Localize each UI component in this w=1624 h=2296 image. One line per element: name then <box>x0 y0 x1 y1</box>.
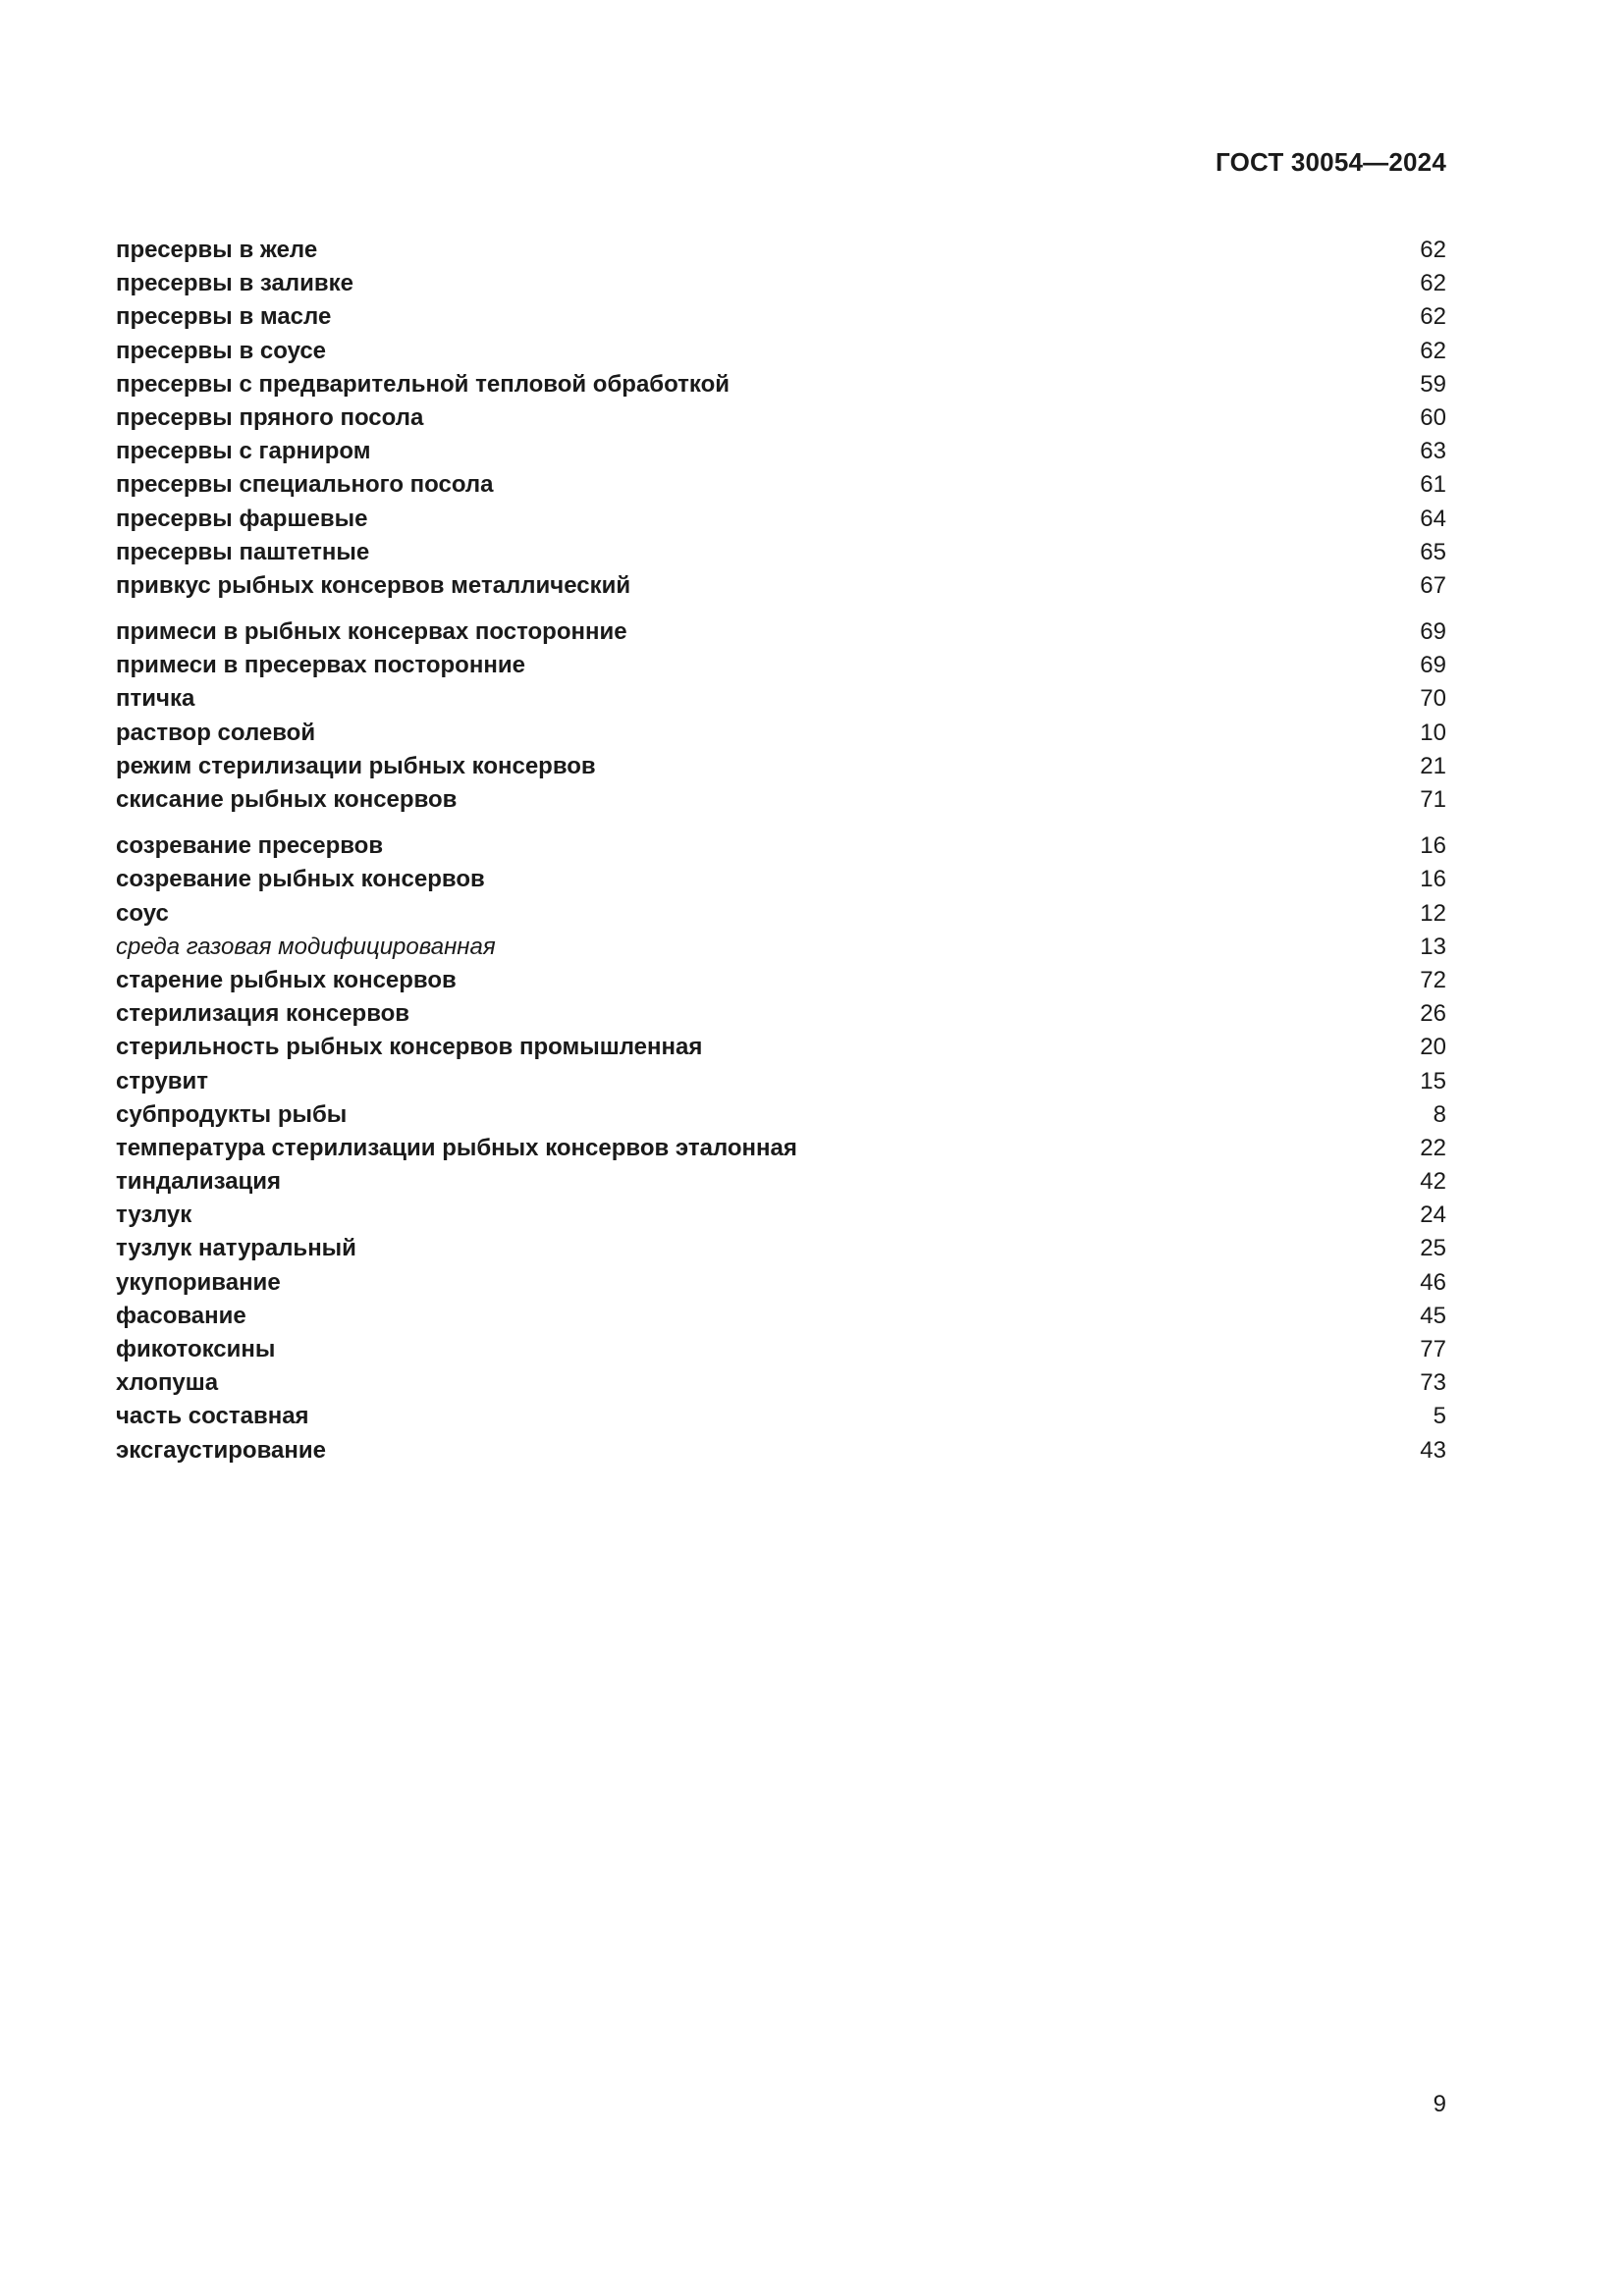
index-term: режим стерилизации рыбных консервов <box>116 752 596 779</box>
index-entry <box>116 435 1446 468</box>
index-term: среда газовая модифицированная <box>116 933 496 960</box>
index-reference-number: 26 <box>1420 1000 1446 1028</box>
index-reference-number: 71 <box>1420 786 1446 813</box>
index-entry <box>116 1400 1446 1433</box>
index-entry <box>116 649 1446 682</box>
index-term: пресервы фаршевые <box>116 505 368 532</box>
index-entry <box>116 964 1446 997</box>
index-entry <box>116 536 1446 569</box>
index-term: соус <box>116 899 169 927</box>
index-term: примеси в рыбных консервах посторонние <box>116 618 627 646</box>
index-reference-number: 77 <box>1420 1336 1446 1362</box>
index-reference-number: 45 <box>1420 1302 1446 1329</box>
index-entry <box>116 1065 1446 1098</box>
index-entry <box>116 468 1446 502</box>
index-term: часть составная <box>116 1403 309 1430</box>
index-term: фасование <box>116 1302 246 1329</box>
index-term: эксгаустирование <box>116 1436 326 1464</box>
index-entry <box>116 1366 1446 1400</box>
index-term: стерильность рыбных консервов промышленная <box>116 1034 703 1061</box>
index-term: пресервы в желе <box>116 237 318 263</box>
index-term: стерилизация консервов <box>116 1000 410 1028</box>
index-term: привкус рыбных консервов металлический <box>116 571 631 599</box>
index-reference-number: 69 <box>1420 618 1446 646</box>
index-reference-number: 62 <box>1420 237 1446 263</box>
index-term: пресервы в заливке <box>116 270 353 297</box>
index-reference-number: 8 <box>1433 1100 1446 1128</box>
index-entry <box>116 931 1446 964</box>
index-entry <box>116 863 1446 896</box>
index-term: субпродукты рыбы <box>116 1100 348 1128</box>
index-term: раствор солевой <box>116 719 316 746</box>
index-reference-number: 25 <box>1420 1235 1446 1262</box>
index-reference-number: 73 <box>1420 1369 1446 1397</box>
index-reference-number: 62 <box>1420 303 1446 331</box>
index-term: тузлук натуральный <box>116 1235 356 1262</box>
index-reference-number: 65 <box>1420 538 1446 565</box>
index-term: струвит <box>116 1067 209 1095</box>
index-entry <box>116 682 1446 716</box>
index-entry <box>116 1199 1446 1232</box>
index-entry <box>116 1132 1446 1165</box>
index-reference-number: 63 <box>1420 438 1446 465</box>
index-term: старение рыбных консервов <box>116 966 457 993</box>
index-reference-number: 24 <box>1420 1201 1446 1229</box>
index-reference-number: 13 <box>1420 933 1446 960</box>
index-term: примеси в пресервах посторонние <box>116 652 525 679</box>
index-term: тиндализация <box>116 1168 282 1196</box>
index-entry <box>116 1031 1446 1064</box>
index-reference-number: 61 <box>1420 471 1446 499</box>
index-entry <box>116 1165 1446 1199</box>
index-term: скисание рыбных консервов <box>116 786 458 813</box>
index-entry <box>116 1300 1446 1333</box>
index-entry <box>116 829 1446 863</box>
index-entry <box>116 897 1446 931</box>
index-entry <box>116 503 1446 536</box>
index-entry <box>116 1232 1446 1265</box>
index-term: пресервы пряного посола <box>116 403 424 431</box>
index-entry <box>116 1266 1446 1300</box>
index-term: птичка <box>116 685 195 713</box>
index-reference-number: 70 <box>1420 685 1446 713</box>
index-entry <box>116 368 1446 401</box>
index-reference-number: 72 <box>1420 966 1446 993</box>
index-reference-number: 59 <box>1420 370 1446 398</box>
document-id-header: ГОСТ 30054—2024 <box>1216 147 1446 177</box>
index-term: пресервы в масле <box>116 303 332 331</box>
index-reference-number: 21 <box>1420 752 1446 779</box>
index-entry <box>116 997 1446 1031</box>
index-term: тузлук <box>116 1201 192 1229</box>
index-term: фикотоксины <box>116 1336 276 1362</box>
index-reference-number: 64 <box>1420 505 1446 532</box>
index-entry <box>116 750 1446 783</box>
index-term: пресервы с гарниром <box>116 438 371 465</box>
index-reference-number: 20 <box>1420 1034 1446 1061</box>
index-reference-number: 62 <box>1420 337 1446 364</box>
index-entry <box>116 1098 1446 1132</box>
index-term: созревание пресервов <box>116 832 384 860</box>
index-entry <box>116 783 1446 817</box>
index-term: пресервы специального посола <box>116 471 494 499</box>
index-entry <box>116 267 1446 300</box>
index-reference-number: 22 <box>1420 1134 1446 1161</box>
index-reference-number: 69 <box>1420 652 1446 679</box>
index-reference-number: 16 <box>1420 832 1446 860</box>
index-reference-number: 62 <box>1420 270 1446 297</box>
index-term: пресервы с предварительной тепловой обработкой <box>116 370 731 398</box>
index-term: температура стерилизации рыбных консервов эталонная <box>116 1134 797 1161</box>
page-number: 9 <box>1433 2091 1446 2117</box>
index-reference-number: 42 <box>1420 1168 1446 1196</box>
index-entry <box>116 615 1446 649</box>
index-entry <box>116 717 1446 750</box>
index-reference-number: 67 <box>1420 571 1446 599</box>
index-entry <box>116 300 1446 334</box>
index-entry <box>116 569 1446 603</box>
index-reference-number: 5 <box>1433 1403 1446 1430</box>
index-entry <box>116 1434 1446 1468</box>
index-term: созревание рыбных консервов <box>116 866 485 893</box>
index-reference-number: 43 <box>1420 1436 1446 1464</box>
index-reference-number: 12 <box>1420 899 1446 927</box>
index-entry <box>116 1333 1446 1366</box>
index-reference-number: 10 <box>1420 719 1446 746</box>
index-entry <box>116 335 1446 368</box>
index-entry <box>116 401 1446 435</box>
index-entry <box>116 234 1446 267</box>
index-reference-number: 16 <box>1420 866 1446 893</box>
index-term: хлопуша <box>116 1369 219 1397</box>
index-term: пресервы в соусе <box>116 337 327 364</box>
index-reference-number: 60 <box>1420 403 1446 431</box>
alphabetical-term-index <box>116 234 1446 1468</box>
index-term: укупоривание <box>116 1268 281 1296</box>
index-reference-number: 15 <box>1420 1067 1446 1095</box>
index-term: пресервы паштетные <box>116 538 370 565</box>
index-reference-number: 46 <box>1420 1268 1446 1296</box>
